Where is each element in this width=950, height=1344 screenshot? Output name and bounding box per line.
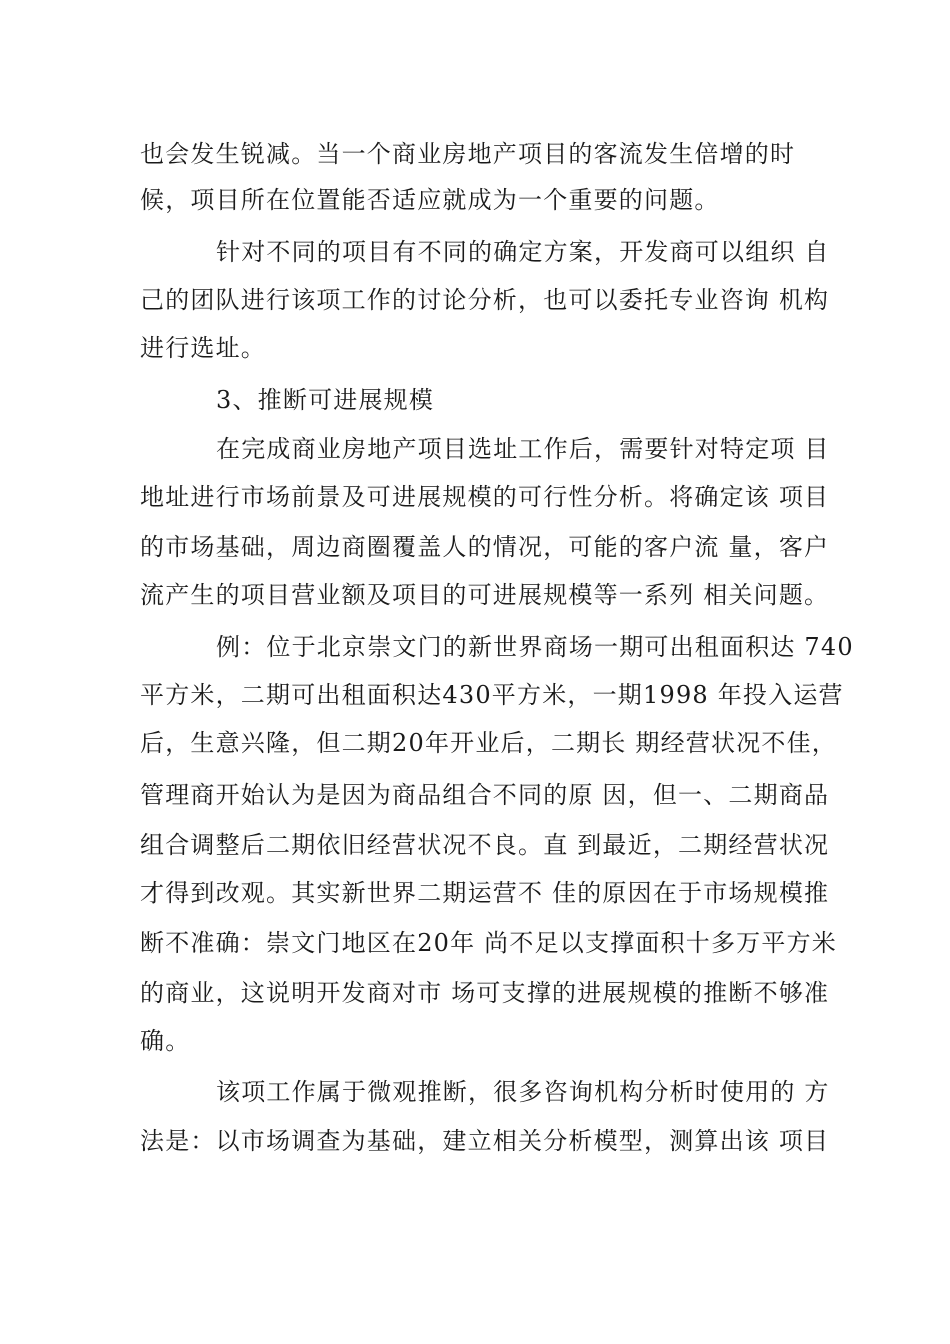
text-line: 流产生的项目营业额及项目的可进展规模等一系列 相关问题。 [140, 581, 830, 609]
section-heading: 3、推断可进展规模 [216, 386, 435, 414]
text-line: 地址进行市场前景及可进展规模的可行性分析。将确定该 项目 [140, 483, 830, 511]
text-line: 候，项目所在位置能否适应就成为一个重要的问题。 [140, 186, 720, 214]
text-line: 的商业，这说明开发商对市 场可支撑的进展规模的推断不够准 [140, 979, 830, 1007]
text-line: 法是：以市场调查为基础，建立相关分析模型，测算出该 项目 [140, 1127, 830, 1155]
text-line: 才得到改观。其实新世界二期运营不 佳的原因在于市场规模推 [140, 879, 830, 907]
text-line: 确。 [140, 1027, 191, 1055]
text-line: 组合调整后二期依旧经营状况不良。直 到最近，二期经营状况 [140, 831, 830, 859]
text-line: 也会发生锐减。当一个商业房地产项目的客流发生倍增的时 [140, 140, 796, 168]
text-line: 例：位于北京崇文门的新世界商场一期可出租面积达 740 [216, 633, 854, 661]
text-line: 的市场基础，周边商圈覆盖人的情况，可能的客户流 量，客户 [140, 533, 830, 561]
text-line: 平方米，二期可出租面积达430平方米，一期1998 年投入运营 [140, 681, 844, 709]
text-line: 该项工作属于微观推断，很多咨询机构分析时使用的 方 [216, 1078, 830, 1106]
text-line: 针对不同的项目有不同的确定方案，开发商可以组织 自 [216, 238, 830, 266]
text-line: 断不准确：崇文门地区在20年 尚不足以支撑面积十多万平方米 [140, 929, 837, 957]
text-line: 在完成商业房地产项目选址工作后，需要针对特定项 目 [216, 435, 830, 463]
text-line: 进行选址。 [140, 334, 266, 362]
text-line: 己的团队进行该项工作的讨论分析，也可以委托专业咨询 机构 [140, 286, 830, 314]
text-line: 管理商开始认为是因为商品组合不同的原 因，但一、二期商品 [140, 781, 830, 809]
text-line: 后，生意兴隆，但二期20年开业后，二期长 期经营状况不佳， [140, 729, 837, 757]
